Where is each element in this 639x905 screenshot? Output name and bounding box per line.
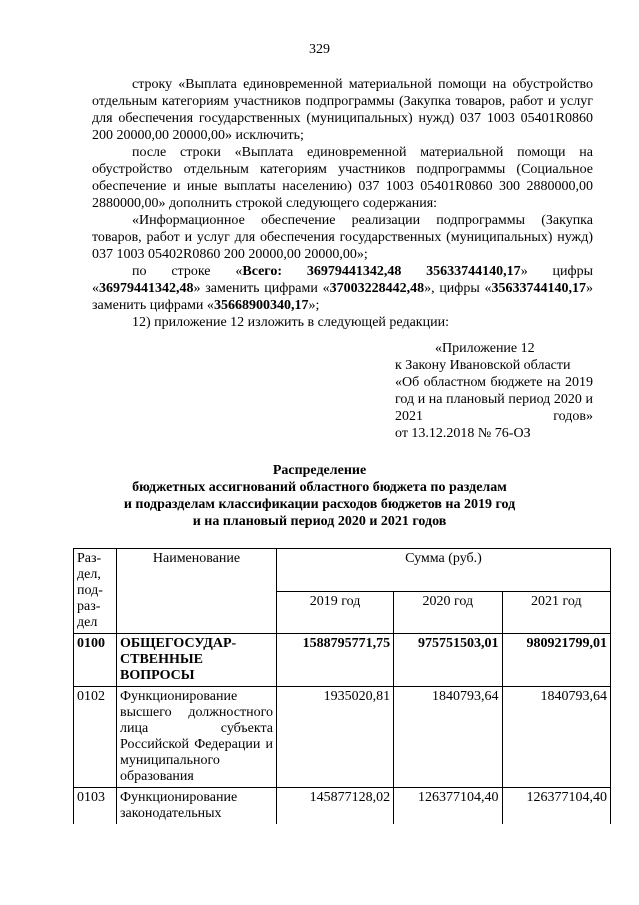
appendix-line-1: «Приложение 12 (435, 341, 535, 356)
appendix-line-4: от 13.12.2018 № 76-ОЗ (395, 426, 531, 441)
amendment-text (92, 76, 593, 331)
appendix-header (395, 340, 593, 442)
row-value-2020: 1840793,64 (394, 687, 502, 788)
p4-text: » цифры « (92, 264, 593, 296)
title-line-4: и на плановый период 2020 и 2021 годов (192, 514, 447, 529)
row-value-2019: 1588795771,75 (277, 634, 394, 687)
row-name: Функционирование законодательных (117, 788, 277, 825)
p4-text: » заменить цифрами « (193, 281, 330, 296)
row-value-2019: 145877128,02 (277, 788, 394, 825)
row-value-2020: 126377104,40 (394, 788, 502, 825)
row-code: 0100 (74, 634, 117, 687)
header-code: Раз-дел, под-раз-дел (74, 549, 117, 634)
paragraph-1: строку «Выплата единовременной материальной помощи на обустройство отдельным категориям участников подпрограммы (Закупка товаров, работ и услуг для обеспечения государственных (муниципальных) нужд) 037 1003 05401R0860 200 20000,00 20000,00» исключить; (92, 77, 593, 143)
row-value-2021: 980921799,01 (502, 634, 610, 687)
title-line-3: и подразделам классификации расходов бюджетов на 2019 год (123, 497, 516, 512)
row-value-2020: 975751503,01 (394, 634, 502, 687)
p4-old-2019: 36979441342,48 (99, 281, 194, 296)
row-name: Функционирование высшего должностного лица субъекта Российской Федерации и муниципального образования (117, 687, 277, 788)
header-2020: 2020 год (394, 591, 502, 634)
page-number: 329 (309, 42, 330, 57)
p4-text: », цифры « (424, 281, 492, 296)
header-2019: 2019 год (277, 591, 394, 634)
table-row (74, 634, 611, 687)
title-line-1: Распределение (272, 463, 367, 478)
table-row (74, 788, 611, 825)
p4-total: Всего: 36979441342,48 35633744140,17 (242, 264, 521, 279)
table-header-row (74, 549, 611, 592)
p4-old-2020: 35633744140,17 (491, 281, 586, 296)
p4-text: по строке « (132, 264, 243, 279)
table-row (74, 687, 611, 788)
row-value-2021: 126377104,40 (502, 788, 610, 825)
row-code: 0102 (74, 687, 117, 788)
p4-text: »; (308, 298, 320, 313)
table-title (0, 462, 639, 530)
row-value-2019: 1935020,81 (277, 687, 394, 788)
paragraph-5: 12) приложение 12 изложить в следующей редакции: (132, 315, 449, 330)
header-name: Наименование (117, 549, 277, 634)
row-code: 0103 (74, 788, 117, 825)
budget-table (73, 548, 611, 824)
p4-new-2020: 35668900340,17 (213, 298, 309, 313)
paragraph-2: после строки «Выплата единовременной материальной помощи на обустройство отдельным категориям участников подпрограммы (Социальное обеспечение и иные выплаты населению) 037 1003 05401R0860 300 2880000,00 2880000,00» дополнить строкой следующего содержания: (92, 145, 593, 211)
appendix-line-3: «Об областном бюджете на 2019 год и на плановый период 2020 и 2021 годов» (395, 375, 593, 424)
row-name: ОБЩЕГОСУДАР-СТВЕННЫЕ ВОПРОСЫ (117, 634, 277, 687)
p4-text: » заменить цифрами « (92, 281, 593, 313)
row-value-2021: 1840793,64 (502, 687, 610, 788)
paragraph-3: «Информационное обеспечение реализации подпрограммы (Закупка товаров, работ и услуг для обеспечения государственных (муниципальных) нужд) 037 1003 05402R0860 200 20000,00 20000,00»; (92, 213, 593, 262)
title-line-2: бюджетных ассигнований областного бюджета по разделам (132, 480, 507, 495)
paragraph-4 (92, 263, 593, 314)
header-sum: Сумма (руб.) (277, 549, 611, 592)
appendix-line-2: к Закону Ивановской области (395, 358, 571, 373)
p4-new-2019: 37003228442,48 (329, 281, 425, 296)
header-2021: 2021 год (502, 591, 610, 634)
